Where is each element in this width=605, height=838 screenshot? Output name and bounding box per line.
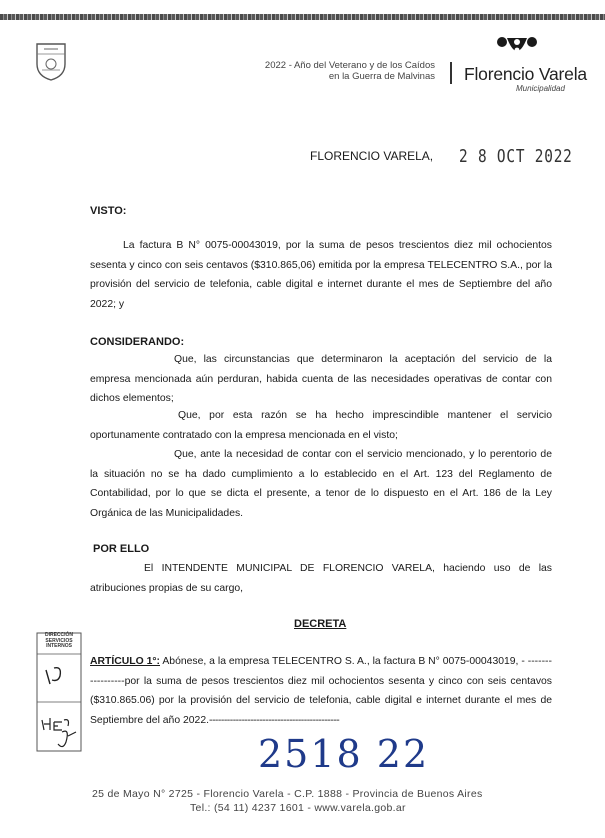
visto-text: La factura B N° 0075-00043019, por la suma de pesos trescientos diez mil ochocientos sesenta y cinco con seis centavos ($310.865,06) emitida por la empresa TELECENTRO S.A., por la provisión del servicio de telefonia, cable digital e internet durante el mes de Septiembre del año 2022; y: [90, 240, 552, 310]
logo-subtitle: Municipalidad: [516, 84, 565, 93]
florencio-varela-logo-icon: [492, 34, 542, 64]
por-ello-text: El INTENDENTE MUNICIPAL DE FLORENCIO VARELA, haciendo uso de las atribuciones propias de su cargo,: [90, 563, 552, 594]
footer-address: 25 de Mayo N° 2725 - Florencio Varela - C.P. 1888 - Provincia de Buenos Aires: [92, 788, 483, 800]
internal-services-stamp: [36, 632, 82, 752]
date-stamp: 2 8 OCT 2022: [459, 146, 573, 167]
articulo-1-text-1: Abónese, a la empresa TELECENTRO S. A., la factura B N° 0075-00043019, -: [162, 656, 525, 667]
decree-number: 2518 22: [258, 732, 430, 776]
visto-heading: VISTO:: [90, 205, 127, 217]
articulo-1-label: ARTÍCULO 1°:: [90, 656, 160, 667]
considerando-paragraph-2: Que, por esta razón se ha hecho imprescindible mantener el servicio oportunamente contratado con la empresa mencionada en el visto;: [90, 410, 552, 441]
articulo-1: [90, 652, 552, 730]
logo-divider: [450, 62, 452, 84]
considerando-paragraph-1: Que, las circunstancias que determinaron la aceptación del servicio de la empresa mencionada aún perduran, habida cuenta de las necesidades operativas de contar con dichos elementos;: [90, 354, 552, 404]
articulo-1-trailing-dashes: --------------------------------------------: [209, 714, 340, 726]
decreta-heading: DECRETA: [294, 618, 347, 630]
scan-top-border: [0, 14, 605, 20]
year-motto: [240, 60, 435, 82]
stamp-title: DIRECCIÓN SERVICIOS INTERNOS: [44, 632, 74, 649]
considerando-paragraph-3: Que, ante la necesidad de contar con el servicio mencionado, y lo perentorio de la situación no se ha dado cumplimiento a lo establecido en el Art. 123 del Reglamento de Contabilidad, por lo que se dicta el presente, a tenor de lo dispuesto en el Art. 186 de la Ley Orgánica de las Municipalidades.: [90, 449, 552, 519]
articulo-1-dashes: -----------------: [90, 656, 552, 687]
motto-line-2: en la Guerra de Malvinas: [328, 71, 435, 82]
footer-contact: Tel.: (54 11) 4237 1601 - www.varela.gob.ar: [190, 802, 406, 814]
municipal-crest-icon: [34, 40, 68, 82]
considerando-heading: CONSIDERANDO:: [90, 336, 185, 348]
por-ello-heading: POR ELLO: [93, 543, 150, 555]
logo-name: Florencio Varela: [464, 64, 587, 84]
articulo-1-text-2: por la suma de pesos trescientos diez mil ochocientos sesenta y cinco con seis centavos ($310.865.06) por la provisión del servicio de telefonia, cable digital e internet durante el mes de Septiembre del año 2022.: [90, 675, 552, 726]
motto-line-1: 2022 - Año del Veterano y de los Caídos: [264, 60, 435, 71]
place-label: FLORENCIO VARELA,: [310, 149, 434, 163]
